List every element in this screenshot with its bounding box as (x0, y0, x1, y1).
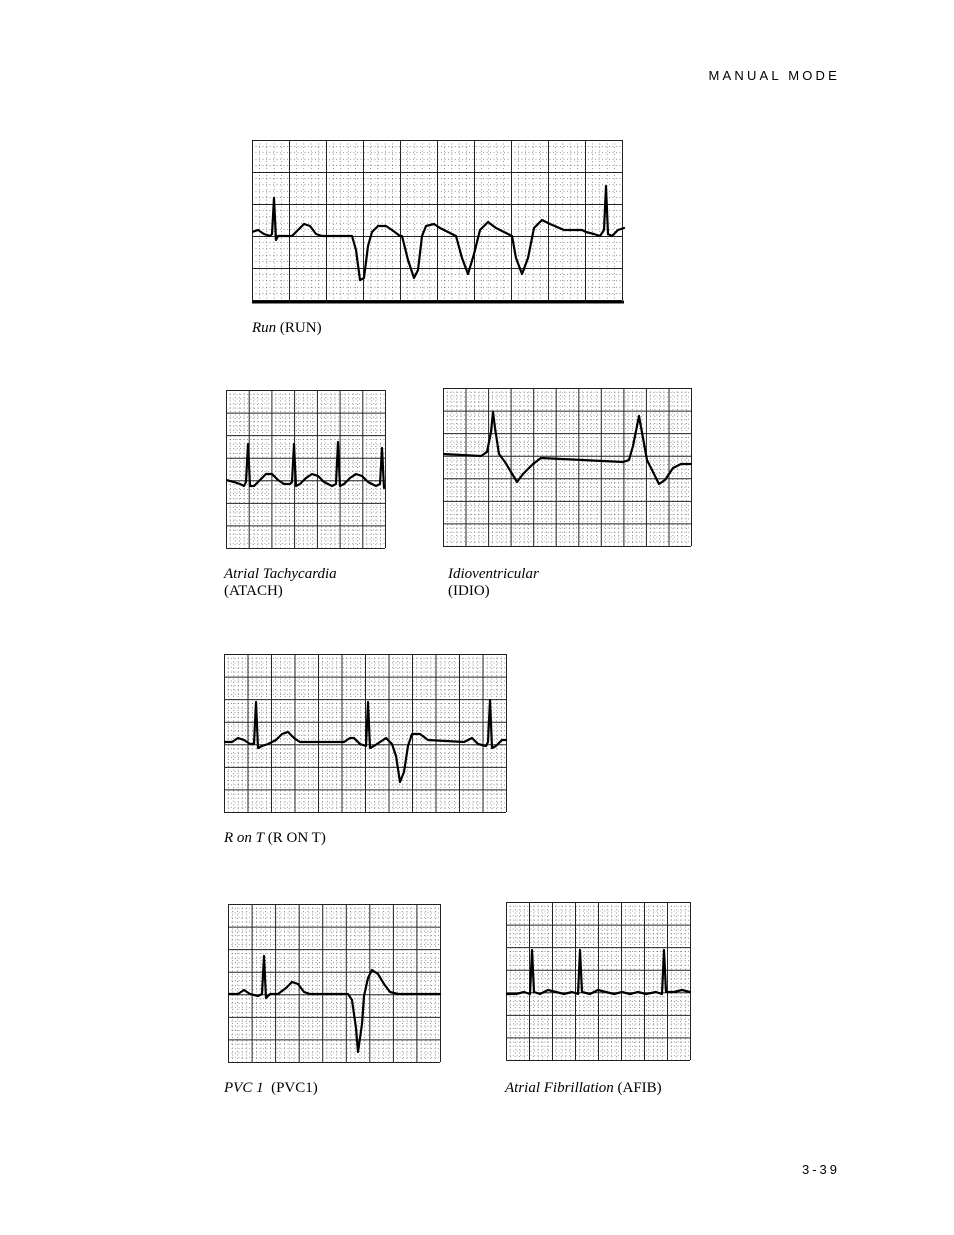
rhythm-code: (IDIO) (448, 583, 490, 599)
ecg-strip-idio-svg (443, 388, 693, 548)
rhythm-name: Atrial Fibrillation (505, 1080, 614, 1096)
ecg-trace (228, 956, 440, 1052)
ecg-strip-pvc1-svg (228, 904, 442, 1064)
ecg-grid (228, 904, 441, 1063)
caption-pvc1 (224, 1080, 318, 1097)
rhythm-name: R on T (224, 830, 265, 846)
ecg-strip-run-svg (252, 140, 625, 306)
rhythm-code: (AFIB) (617, 1080, 662, 1096)
ecg-strip-run (252, 140, 625, 306)
ecg-strip-pvc1 (228, 904, 442, 1064)
caption-r-on-t (224, 830, 326, 847)
ecg-trace (443, 412, 691, 484)
caption-run (252, 320, 322, 337)
rhythm-code: (R ON T) (267, 830, 326, 846)
rhythm-code: (PVC1) (271, 1080, 318, 1096)
ecg-grid (252, 140, 623, 301)
rhythm-name: PVC 1 (224, 1080, 264, 1096)
rhythm-code: (ATACH) (224, 583, 283, 599)
ecg-grid (224, 654, 507, 813)
caption-atach (224, 566, 337, 600)
ecg-strip-idio (443, 388, 693, 548)
ecg-strip-afib-svg (506, 902, 692, 1062)
ecg-strip-atach (226, 390, 388, 550)
rhythm-code: (RUN) (279, 320, 322, 336)
rhythm-name: Idioventricular (448, 566, 539, 582)
page-header-section: MANUAL MODE (708, 68, 840, 83)
page-number: 3-39 (801, 1162, 840, 1177)
rhythm-name: Run (252, 320, 277, 336)
rhythm-name: Atrial Tachycardia (224, 566, 337, 582)
ecg-grid (443, 388, 692, 547)
ecg-strip-afib (506, 902, 692, 1062)
caption-afib (505, 1080, 662, 1097)
caption-idio (448, 566, 539, 600)
ecg-strip-atach-svg (226, 390, 388, 550)
ecg-strip-r-on-t-svg (224, 654, 508, 814)
ecg-strip-r-on-t (224, 654, 508, 814)
